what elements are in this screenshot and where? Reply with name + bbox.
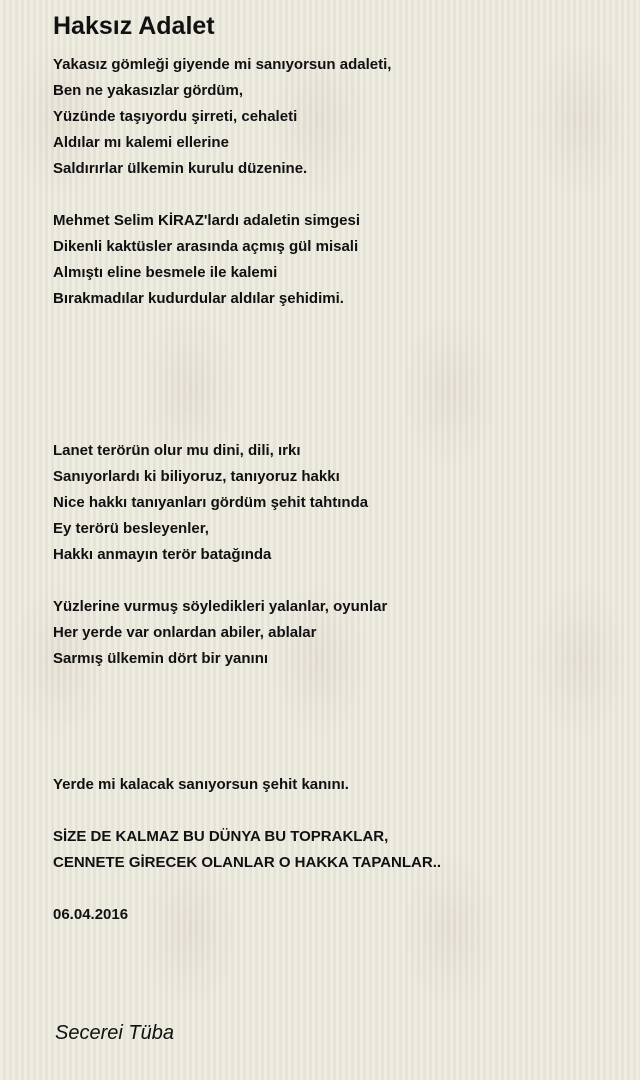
poem-line: Yüzünde taşıyordu şirreti, cehaleti [53, 108, 298, 125]
poem-line: SİZE DE KALMAZ BU DÜNYA BU TOPRAKLAR, [53, 828, 389, 845]
poem-line: Her yerde var onlardan abiler, ablalar [53, 624, 317, 641]
poem-line: Saldırırlar ülkemin kurulu düzenine. [53, 160, 308, 177]
poem-line: Ben ne yakasızlar gördüm, [53, 82, 244, 99]
poem-line: Yakasız gömleği giyende mi sanıyorsun adaleti, [53, 56, 392, 73]
poem-line: Yerde mi kalacak sanıyorsun şehit kanını. [53, 776, 349, 793]
poem-line: Sarmış ülkemin dört bir yanını [53, 650, 269, 667]
poem-line: Almıştı eline besmele ile kalemi [53, 264, 278, 281]
poem-line: Nice hakkı tanıyanları gördüm şehit tahtında [53, 494, 369, 511]
poem-line: Sanıyorlardı ki biliyoruz, tanıyoruz hakkı [53, 468, 340, 485]
poem-line: Dikenli kaktüsler arasında açmış gül misali [53, 238, 359, 255]
poem-line: Ey terörü besleyenler, [53, 520, 209, 537]
poem-line: Hakkı anmayın terör batağında [53, 546, 272, 563]
poem-line: CENNETE GİRECEK OLANLAR O HAKKA TAPANLAR.. [53, 854, 442, 871]
poem-line: Yüzlerine vurmuş söyledikleri yalanlar, oyunlar [53, 598, 388, 615]
poem-line: Mehmet Selim KİRAZ'lardı adaletin simgesi [53, 212, 360, 229]
poem-date: 06.04.2016 [53, 906, 129, 923]
poem-title: Haksız Adalet [53, 12, 215, 40]
poem-line: Bırakmadılar kudurdular aldılar şehidimi. [53, 290, 344, 307]
poem-line: Aldılar mı kalemi ellerine [53, 134, 229, 151]
poem-line: Lanet terörün olur mu dini, dili, ırkı [53, 442, 301, 459]
poem-author: Secerei Tüba [55, 1022, 174, 1044]
